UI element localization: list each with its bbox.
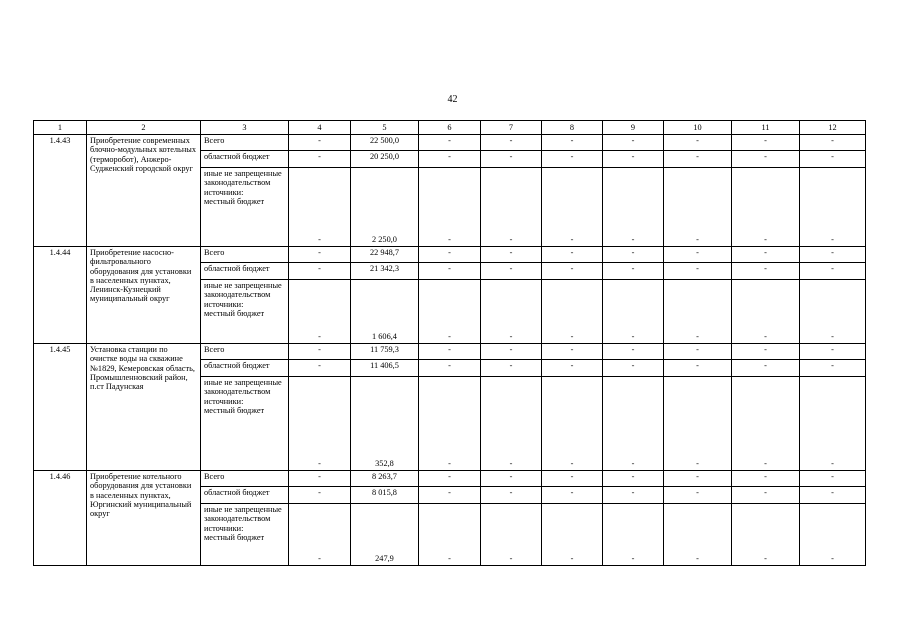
value-col5: 11 406,5 [351, 360, 419, 377]
value-col6: - [419, 135, 481, 151]
value-col9: - [603, 135, 664, 151]
value-col7: - [481, 377, 542, 471]
value-col11: - [732, 487, 800, 504]
value-col6: - [419, 168, 481, 247]
value-col10: - [664, 360, 732, 377]
col-header: 2 [87, 121, 201, 135]
row-name: Установка станции по очистке воды на скважине №1829, Кемеровская область, Промышленновский район, п.ст Падунская [87, 344, 201, 471]
value-col9: - [603, 280, 664, 344]
value-col11: - [732, 344, 800, 360]
col-header: 3 [201, 121, 289, 135]
value-col9: - [603, 168, 664, 247]
value-col7: - [481, 280, 542, 344]
row-name: Приобретение современных блочно-модульных котельных (терморобот), Анжеро-Судженский городской округ [87, 135, 201, 247]
value-col8: - [542, 487, 603, 504]
value-col4: - [289, 487, 351, 504]
value-col11: - [732, 263, 800, 280]
value-col12: - [800, 471, 866, 487]
value-col8: - [542, 151, 603, 168]
value-col4: - [289, 151, 351, 168]
value-col12: - [800, 487, 866, 504]
funding-source: областной бюджет [201, 263, 289, 280]
value-col4: - [289, 168, 351, 247]
value-col12: - [800, 135, 866, 151]
value-col5: 21 342,3 [351, 263, 419, 280]
col-header: 11 [732, 121, 800, 135]
value-col12: - [800, 504, 866, 566]
value-col8: - [542, 263, 603, 280]
value-col6: - [419, 263, 481, 280]
value-col10: - [664, 135, 732, 151]
value-col4: - [289, 263, 351, 280]
value-col7: - [481, 151, 542, 168]
value-col4: - [289, 377, 351, 471]
value-col9: - [603, 377, 664, 471]
value-col7: - [481, 487, 542, 504]
value-col8: - [542, 360, 603, 377]
funding-source: Всего [201, 135, 289, 151]
funding-source: иные не запрещенные законодательством источники: местный бюджет [201, 504, 289, 566]
value-col6: - [419, 151, 481, 168]
value-col5: 20 250,0 [351, 151, 419, 168]
funding-source: областной бюджет [201, 487, 289, 504]
value-col10: - [664, 168, 732, 247]
value-col11: - [732, 168, 800, 247]
value-col11: - [732, 377, 800, 471]
value-col7: - [481, 135, 542, 151]
value-col4: - [289, 135, 351, 151]
value-col7: - [481, 344, 542, 360]
value-col6: - [419, 471, 481, 487]
value-col12: - [800, 151, 866, 168]
value-col11: - [732, 151, 800, 168]
col-header: 8 [542, 121, 603, 135]
value-col5: 247,9 [351, 504, 419, 566]
value-col12: - [800, 344, 866, 360]
value-col10: - [664, 471, 732, 487]
funding-source: Всего [201, 471, 289, 487]
funding-source: Всего [201, 344, 289, 360]
col-header: 4 [289, 121, 351, 135]
value-col6: - [419, 360, 481, 377]
col-header: 7 [481, 121, 542, 135]
row-name: Приобретение насосно-фильтровального оборудования для установки в населенных пунктах, Ленинск-Кузнецкий муниципальный округ [87, 247, 201, 344]
value-col8: - [542, 168, 603, 247]
value-col11: - [732, 247, 800, 263]
budget-table [33, 120, 866, 566]
value-col6: - [419, 280, 481, 344]
value-col12: - [800, 168, 866, 247]
value-col10: - [664, 504, 732, 566]
table-row [34, 471, 866, 487]
row-code: 1.4.44 [34, 247, 87, 344]
value-col10: - [664, 377, 732, 471]
value-col10: - [664, 151, 732, 168]
value-col7: - [481, 247, 542, 263]
value-col9: - [603, 247, 664, 263]
col-header: 5 [351, 121, 419, 135]
value-col8: - [542, 504, 603, 566]
col-header: 10 [664, 121, 732, 135]
funding-source: иные не запрещенные законодательством источники: местный бюджет [201, 168, 289, 247]
value-col7: - [481, 360, 542, 377]
value-col4: - [289, 504, 351, 566]
funding-source: иные не запрещенные законодательством источники: местный бюджет [201, 377, 289, 471]
value-col11: - [732, 135, 800, 151]
value-col10: - [664, 247, 732, 263]
value-col7: - [481, 263, 542, 280]
funding-source: Всего [201, 247, 289, 263]
value-col5: 2 250,0 [351, 168, 419, 247]
header-row [34, 121, 866, 135]
value-col12: - [800, 247, 866, 263]
col-header: 12 [800, 121, 866, 135]
table-row [34, 344, 866, 360]
value-col5: 8 015,8 [351, 487, 419, 504]
value-col4: - [289, 344, 351, 360]
value-col9: - [603, 344, 664, 360]
value-col11: - [732, 360, 800, 377]
value-col5: 352,8 [351, 377, 419, 471]
value-col8: - [542, 280, 603, 344]
value-col12: - [800, 377, 866, 471]
row-code: 1.4.43 [34, 135, 87, 247]
table-row [34, 135, 866, 151]
table-row [34, 247, 866, 263]
value-col6: - [419, 504, 481, 566]
value-col9: - [603, 151, 664, 168]
value-col8: - [542, 344, 603, 360]
page-number: 42 [447, 94, 458, 105]
value-col5: 1 606,4 [351, 280, 419, 344]
col-header: 9 [603, 121, 664, 135]
value-col8: - [542, 135, 603, 151]
value-col5: 11 759,3 [351, 344, 419, 360]
value-col4: - [289, 360, 351, 377]
value-col8: - [542, 247, 603, 263]
value-col10: - [664, 263, 732, 280]
row-code: 1.4.46 [34, 471, 87, 566]
value-col6: - [419, 377, 481, 471]
value-col5: 8 263,7 [351, 471, 419, 487]
value-col10: - [664, 280, 732, 344]
value-col7: - [481, 471, 542, 487]
value-col9: - [603, 504, 664, 566]
funding-source: иные не запрещенные законодательством источники: местный бюджет [201, 280, 289, 344]
value-col4: - [289, 280, 351, 344]
value-col12: - [800, 263, 866, 280]
value-col10: - [664, 487, 732, 504]
value-col9: - [603, 487, 664, 504]
value-col8: - [542, 377, 603, 471]
row-code: 1.4.45 [34, 344, 87, 471]
value-col11: - [732, 471, 800, 487]
value-col9: - [603, 471, 664, 487]
value-col5: 22 948,7 [351, 247, 419, 263]
funding-source: областной бюджет [201, 151, 289, 168]
value-col7: - [481, 504, 542, 566]
col-header: 1 [34, 121, 87, 135]
value-col4: - [289, 247, 351, 263]
col-header: 6 [419, 121, 481, 135]
value-col5: 22 500,0 [351, 135, 419, 151]
value-col11: - [732, 280, 800, 344]
value-col7: - [481, 168, 542, 247]
value-col11: - [732, 504, 800, 566]
value-col9: - [603, 360, 664, 377]
value-col9: - [603, 263, 664, 280]
value-col12: - [800, 280, 866, 344]
row-name: Приобретение котельного оборудования для установки в населенных пунктах, Юргинский муниципальный округ [87, 471, 201, 566]
value-col4: - [289, 471, 351, 487]
value-col8: - [542, 471, 603, 487]
funding-source: областной бюджет [201, 360, 289, 377]
value-col10: - [664, 344, 732, 360]
value-col6: - [419, 247, 481, 263]
value-col6: - [419, 487, 481, 504]
value-col12: - [800, 360, 866, 377]
value-col6: - [419, 344, 481, 360]
